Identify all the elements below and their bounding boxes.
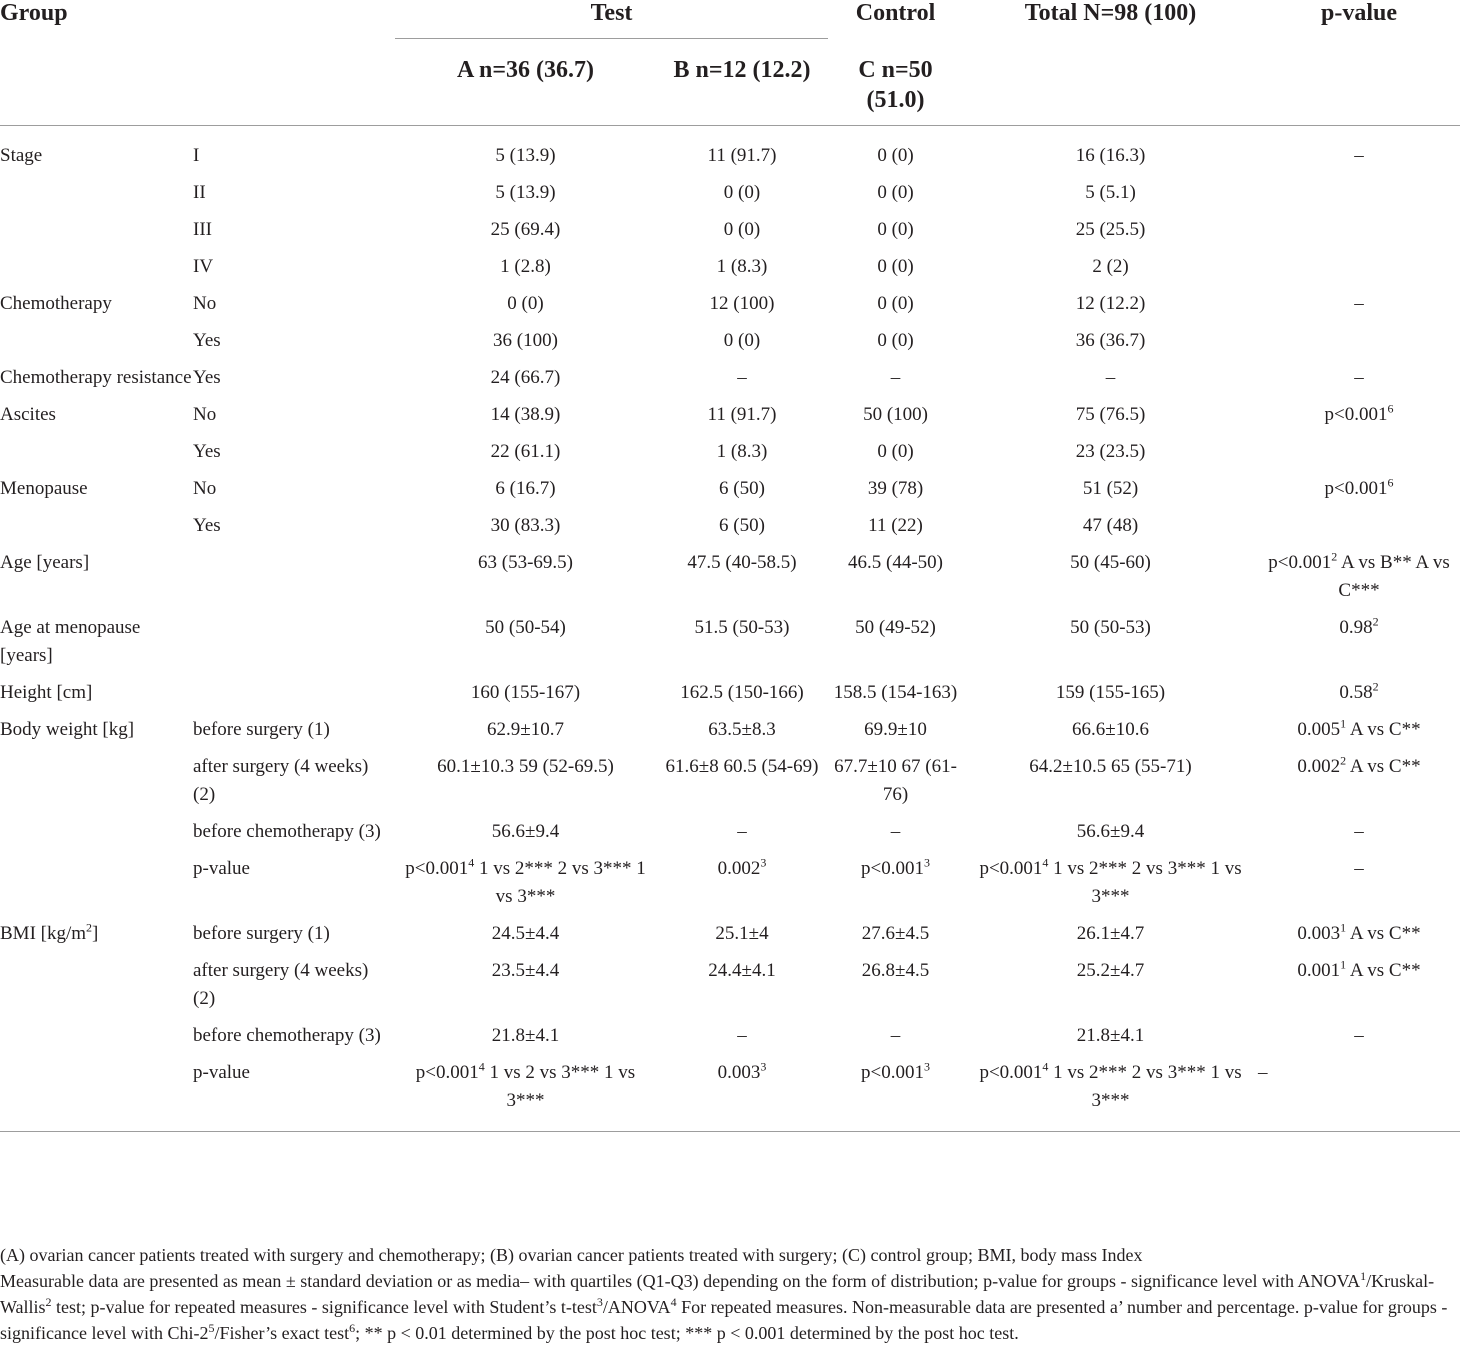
cell-group-b: 51.5 (50-53) [694, 616, 790, 638]
cell-category: before surgery (1) [193, 922, 330, 944]
cell-group-b: 162.5 (150-166) [680, 681, 804, 703]
cell-group-a: 5 (13.9) [495, 181, 556, 203]
cell-group-c: 0 (0) [877, 144, 914, 166]
cell-total: 36 (36.7) [1075, 329, 1146, 351]
cell-group-b: 61.6±8 60.5 (54-69) [665, 755, 819, 777]
footnote-abbreviations: (A) ovarian cancer patients treated with surgery and chemotherapy; (B) ovarian cancer patients treated with surgery; (C) control group; BMI, body mass Index [0, 1245, 1143, 1265]
header-test: Test [395, 0, 828, 39]
cell-group-b: 63.5±8.3 [708, 718, 776, 740]
cell-group-a: 50 (50-54) [485, 616, 566, 638]
table-footnotes [0, 1242, 1460, 1346]
cell-category: No [193, 292, 217, 314]
header-group-b: B n=12 (12.2) [656, 39, 828, 126]
cell-category: II [193, 181, 206, 203]
cell-total: 64.2±10.5 65 (55-71) [1029, 755, 1192, 777]
cell-total: $p<0.001^4$ 1 vs 2*** 2 vs 3*** 1 vs 3*** [979, 855, 1242, 907]
cell-total: 2 (2) [1092, 255, 1129, 277]
cell-group-c: – [890, 820, 901, 842]
table-row [0, 749, 1460, 814]
cell-pvalue: 0.003$^1$ A vs C** [1297, 920, 1421, 944]
cell-group-a: 160 (155-167) [470, 681, 581, 703]
cell-group-a: 62.9±10.7 [487, 718, 564, 740]
cell-category: p-value [193, 857, 250, 879]
cell-variable: Age [years] [0, 551, 90, 573]
cell-total: $p<0.001^4$ 1 vs 2*** 2 vs 3*** 1 vs 3*** [963, 1055, 1258, 1132]
cell-variable: Age at menopause [years] [0, 616, 141, 666]
cell-group-c: 0 (0) [877, 218, 914, 240]
cell-category: p-value [193, 1055, 395, 1132]
cell-category: III [193, 218, 212, 240]
cell-pvalue [1258, 323, 1460, 360]
cell-category: Yes [193, 514, 221, 536]
header-group-c: C n=50 (51.0) [828, 39, 963, 126]
cell-group-b: 25.1±4 [715, 922, 769, 944]
cell-total: 51 (52) [1082, 477, 1139, 499]
cell-group-c: 158.5 (154-163) [833, 681, 958, 703]
cell-pvalue: – [1354, 366, 1364, 388]
cell-group-a: 24.5±4.4 [491, 922, 560, 944]
cell-group-c: 11 (22) [868, 514, 923, 536]
cell-total: 56.6±9.4 [1076, 820, 1145, 842]
table-row [0, 545, 1460, 610]
cell-group-b: – [737, 1024, 747, 1046]
cell-variable: Chemotherapy resistance [0, 366, 192, 388]
cell-pvalue: $p<0.001^2$ A vs B** A vs C*** [1268, 549, 1450, 601]
table-row [0, 360, 1460, 397]
cell-group-b: 11 (91.7) [707, 144, 777, 166]
cell-variable [0, 434, 193, 471]
cell-group-a: 56.6±9.4 [491, 820, 560, 842]
cell-group-c: 0 (0) [877, 440, 914, 462]
table-row [0, 1055, 1460, 1132]
cell-total: 16 (16.3) [1075, 144, 1146, 166]
cell-group-c: 39 (78) [867, 477, 924, 499]
cell-group-c: $p<0.001^3$ [861, 855, 930, 879]
cell-variable: Height [cm] [0, 681, 93, 703]
cell-group-a: 60.1±10.3 59 (52-69.5) [437, 755, 614, 777]
cell-variable: Ascites [0, 403, 56, 425]
cell-total: 25.2±4.7 [1076, 959, 1145, 981]
cell-variable [0, 175, 193, 212]
table-row [0, 814, 1460, 851]
cell-variable [0, 814, 193, 851]
cell-pvalue [1258, 175, 1460, 212]
cell-group-a: 30 (83.3) [490, 514, 561, 536]
cell-pvalue: – [1258, 1055, 1460, 1132]
cell-group-c: 50 (100) [863, 403, 928, 425]
cell-pvalue: 0.001$^1$ A vs C** [1297, 957, 1421, 981]
table-row [0, 249, 1460, 286]
table-body [0, 125, 1460, 1131]
cell-variable: Chemotherapy [0, 292, 112, 314]
cell-pvalue: – [1354, 857, 1364, 879]
cell-variable [0, 851, 193, 916]
cell-group-b: 0.002$^3$ [717, 855, 767, 879]
cell-group-c: 26.8±4.5 [861, 959, 930, 981]
cell-variable [0, 323, 193, 360]
table-row [0, 712, 1460, 749]
table-row [0, 675, 1460, 712]
cell-pvalue: $p<0.001^6$ [1324, 475, 1394, 499]
cell-pvalue: – [1354, 292, 1364, 314]
cell-group-c: 67.7±10 67 (61-76) [834, 755, 957, 805]
cell-category: Yes [193, 366, 221, 388]
table-row [0, 610, 1460, 675]
cell-group-a: 23.5±4.4 [491, 959, 560, 981]
cell-group-b: 0 (0) [723, 218, 761, 240]
cell-group-b: 6 (50) [719, 477, 765, 499]
cell-pvalue: – [1354, 144, 1364, 166]
cell-group-b: 0.003$^3$ [656, 1055, 828, 1132]
cell-total: 25 (25.5) [1075, 218, 1146, 240]
cell-group-a: 25 (69.4) [490, 218, 561, 240]
cell-group-a: 6 (16.7) [495, 477, 556, 499]
cell-category: IV [193, 255, 214, 277]
cell-variable: Stage [0, 144, 43, 166]
table-row [0, 175, 1460, 212]
cell-total: 21.8±4.1 [1076, 1024, 1145, 1046]
footnote-methods: Measurable data are presented as mean ± standard deviation or as media– with quartiles (Q1-Q3) depending on the form of distribution; p-value for groups - significance level with ANOVA$^1$/Kruskal-Wallis$^2$ test; p-value for repeated measures - significance level with Student’s t-test$^3$/ANOVA$^4$ For repeated measures. Non-measurable data are presented a’ number and percentage. p-value for groups - significance level with Chi-$2^5/Fisher’s$ exact test$^6$; ** p < 0.01 determined by the post hoc test; *** p < 0.001 determined by the post hoc test. [0, 1269, 1448, 1343]
cell-group-b: 11 (91.7) [707, 403, 777, 425]
table-row [0, 323, 1460, 360]
cell-group-b: 47.5 (40-58.5) [687, 551, 797, 573]
table-row [0, 434, 1460, 471]
cell-total: 66.6±10.6 [1072, 718, 1149, 740]
cell-group-b: 1 (8.3) [716, 255, 768, 277]
header-group-a: A n=36 (36.7) [395, 39, 656, 126]
cell-variable [0, 212, 193, 249]
cell-pvalue [1258, 212, 1460, 249]
cell-category: after surgery (4 weeks) (2) [193, 959, 369, 1009]
cell-group-a: $p<0.001^4$ 1 vs 2*** 2 vs 3*** 1 vs 3*** [405, 855, 646, 907]
header-pvalue: p-value [1321, 0, 1398, 26]
cell-total: – [1105, 366, 1116, 388]
cell-variable [0, 953, 193, 1018]
cell-group-c: 69.9±10 [864, 718, 927, 740]
cell-group-a: 1 (2.8) [500, 255, 551, 277]
table-row [0, 286, 1460, 323]
cell-variable: BMI $[kg/m^2]$ [0, 920, 99, 944]
table-row [0, 212, 1460, 249]
cell-pvalue: 0.98$^2$ [1339, 614, 1379, 638]
cell-group-c: – [890, 1024, 901, 1046]
cell-category [193, 675, 395, 712]
cell-group-c: 0 (0) [877, 329, 914, 351]
cell-total: 75 (76.5) [1075, 403, 1146, 425]
cell-total: 50 (50-53) [1070, 616, 1151, 638]
cell-group-a: 0 (0) [507, 292, 544, 314]
cell-category: No [193, 403, 217, 425]
cell-group-a: 21.8±4.1 [491, 1024, 560, 1046]
cell-category: before chemotherapy (3) [193, 1024, 381, 1046]
cell-group-a: 14 (38.9) [490, 403, 561, 425]
cell-total: 26.1±4.7 [1076, 922, 1145, 944]
cell-group-c: 50 (49-52) [855, 616, 936, 638]
cell-total: 23 (23.5) [1075, 440, 1146, 462]
cell-pvalue [1258, 434, 1460, 471]
cell-group-a: $p<0.001^4$ 1 vs 2 vs 3*** 1 vs 3*** [395, 1055, 656, 1132]
cell-group-b: 0 (0) [723, 181, 761, 203]
cell-group-b: 6 (50) [719, 514, 765, 536]
cell-group-c: 27.6±4.5 [861, 922, 930, 944]
table-row [0, 125, 1460, 175]
cell-group-c: $p<0.001^3$ [828, 1055, 963, 1132]
cell-group-c: 46.5 (44-50) [848, 551, 943, 573]
table-row [0, 508, 1460, 545]
cell-group-a: 5 (13.9) [495, 144, 556, 166]
cell-category: before surgery (1) [193, 718, 330, 740]
cell-total: 5 (5.1) [1085, 181, 1136, 203]
cell-category [193, 610, 395, 675]
cell-total: 50 (45-60) [1070, 551, 1151, 573]
cell-pvalue [1258, 508, 1460, 545]
cell-variable [0, 1055, 193, 1132]
cell-variable [0, 1018, 193, 1055]
table-row [0, 953, 1460, 1018]
cell-variable [0, 508, 193, 545]
table-row [0, 916, 1460, 953]
cell-group-a: 36 (100) [493, 329, 558, 351]
cell-group-c: 0 (0) [877, 181, 914, 203]
table-row [0, 471, 1460, 508]
cell-pvalue [1258, 249, 1460, 286]
cell-group-c: 0 (0) [877, 292, 914, 314]
table-row [0, 851, 1460, 916]
header-control: Control [855, 0, 936, 26]
cell-total: 47 (48) [1082, 514, 1139, 536]
header-group: Group [0, 0, 68, 26]
cell-group-a: 63 (53-69.5) [478, 551, 573, 573]
cell-category: No [193, 477, 217, 499]
cell-variable: Body weight [kg] [0, 718, 135, 740]
cell-pvalue: 0.005$^1$ A vs C** [1297, 716, 1421, 740]
cell-variable [0, 249, 193, 286]
cell-pvalue: – [1354, 1024, 1364, 1046]
cell-group-a: 24 (66.7) [490, 366, 561, 388]
cell-group-c: – [890, 366, 901, 388]
table-row [0, 1018, 1460, 1055]
cell-total: 159 (155-165) [1055, 681, 1166, 703]
cell-category: Yes [193, 329, 221, 351]
cell-group-b: 24.4±4.1 [708, 959, 776, 981]
cell-group-b: 12 (100) [709, 292, 775, 314]
cell-total: 12 (12.2) [1075, 292, 1146, 314]
header-total: Total N=98 (100) [1024, 0, 1197, 26]
cell-pvalue: 0.58$^2$ [1339, 679, 1379, 703]
cell-group-b: – [737, 820, 747, 842]
cell-variable: Menopause [0, 477, 88, 499]
cell-group-b: 1 (8.3) [716, 440, 768, 462]
cell-group-c: 0 (0) [877, 255, 914, 277]
cell-group-a: 22 (61.1) [490, 440, 561, 462]
cell-group-b: – [737, 366, 747, 388]
cell-category: Yes [193, 440, 221, 462]
cell-category: I [193, 144, 200, 166]
cell-group-b: 0 (0) [723, 329, 761, 351]
cell-pvalue: $p<0.001^6$ [1324, 401, 1394, 425]
table-row [0, 397, 1460, 434]
cell-pvalue: 0.002$^2$ A vs C** [1297, 753, 1421, 777]
cell-category: after surgery (4 weeks) (2) [193, 755, 369, 805]
cell-category: before chemotherapy (3) [193, 820, 381, 842]
cell-pvalue: – [1354, 820, 1364, 842]
cell-category [193, 545, 395, 610]
cell-variable [0, 749, 193, 814]
